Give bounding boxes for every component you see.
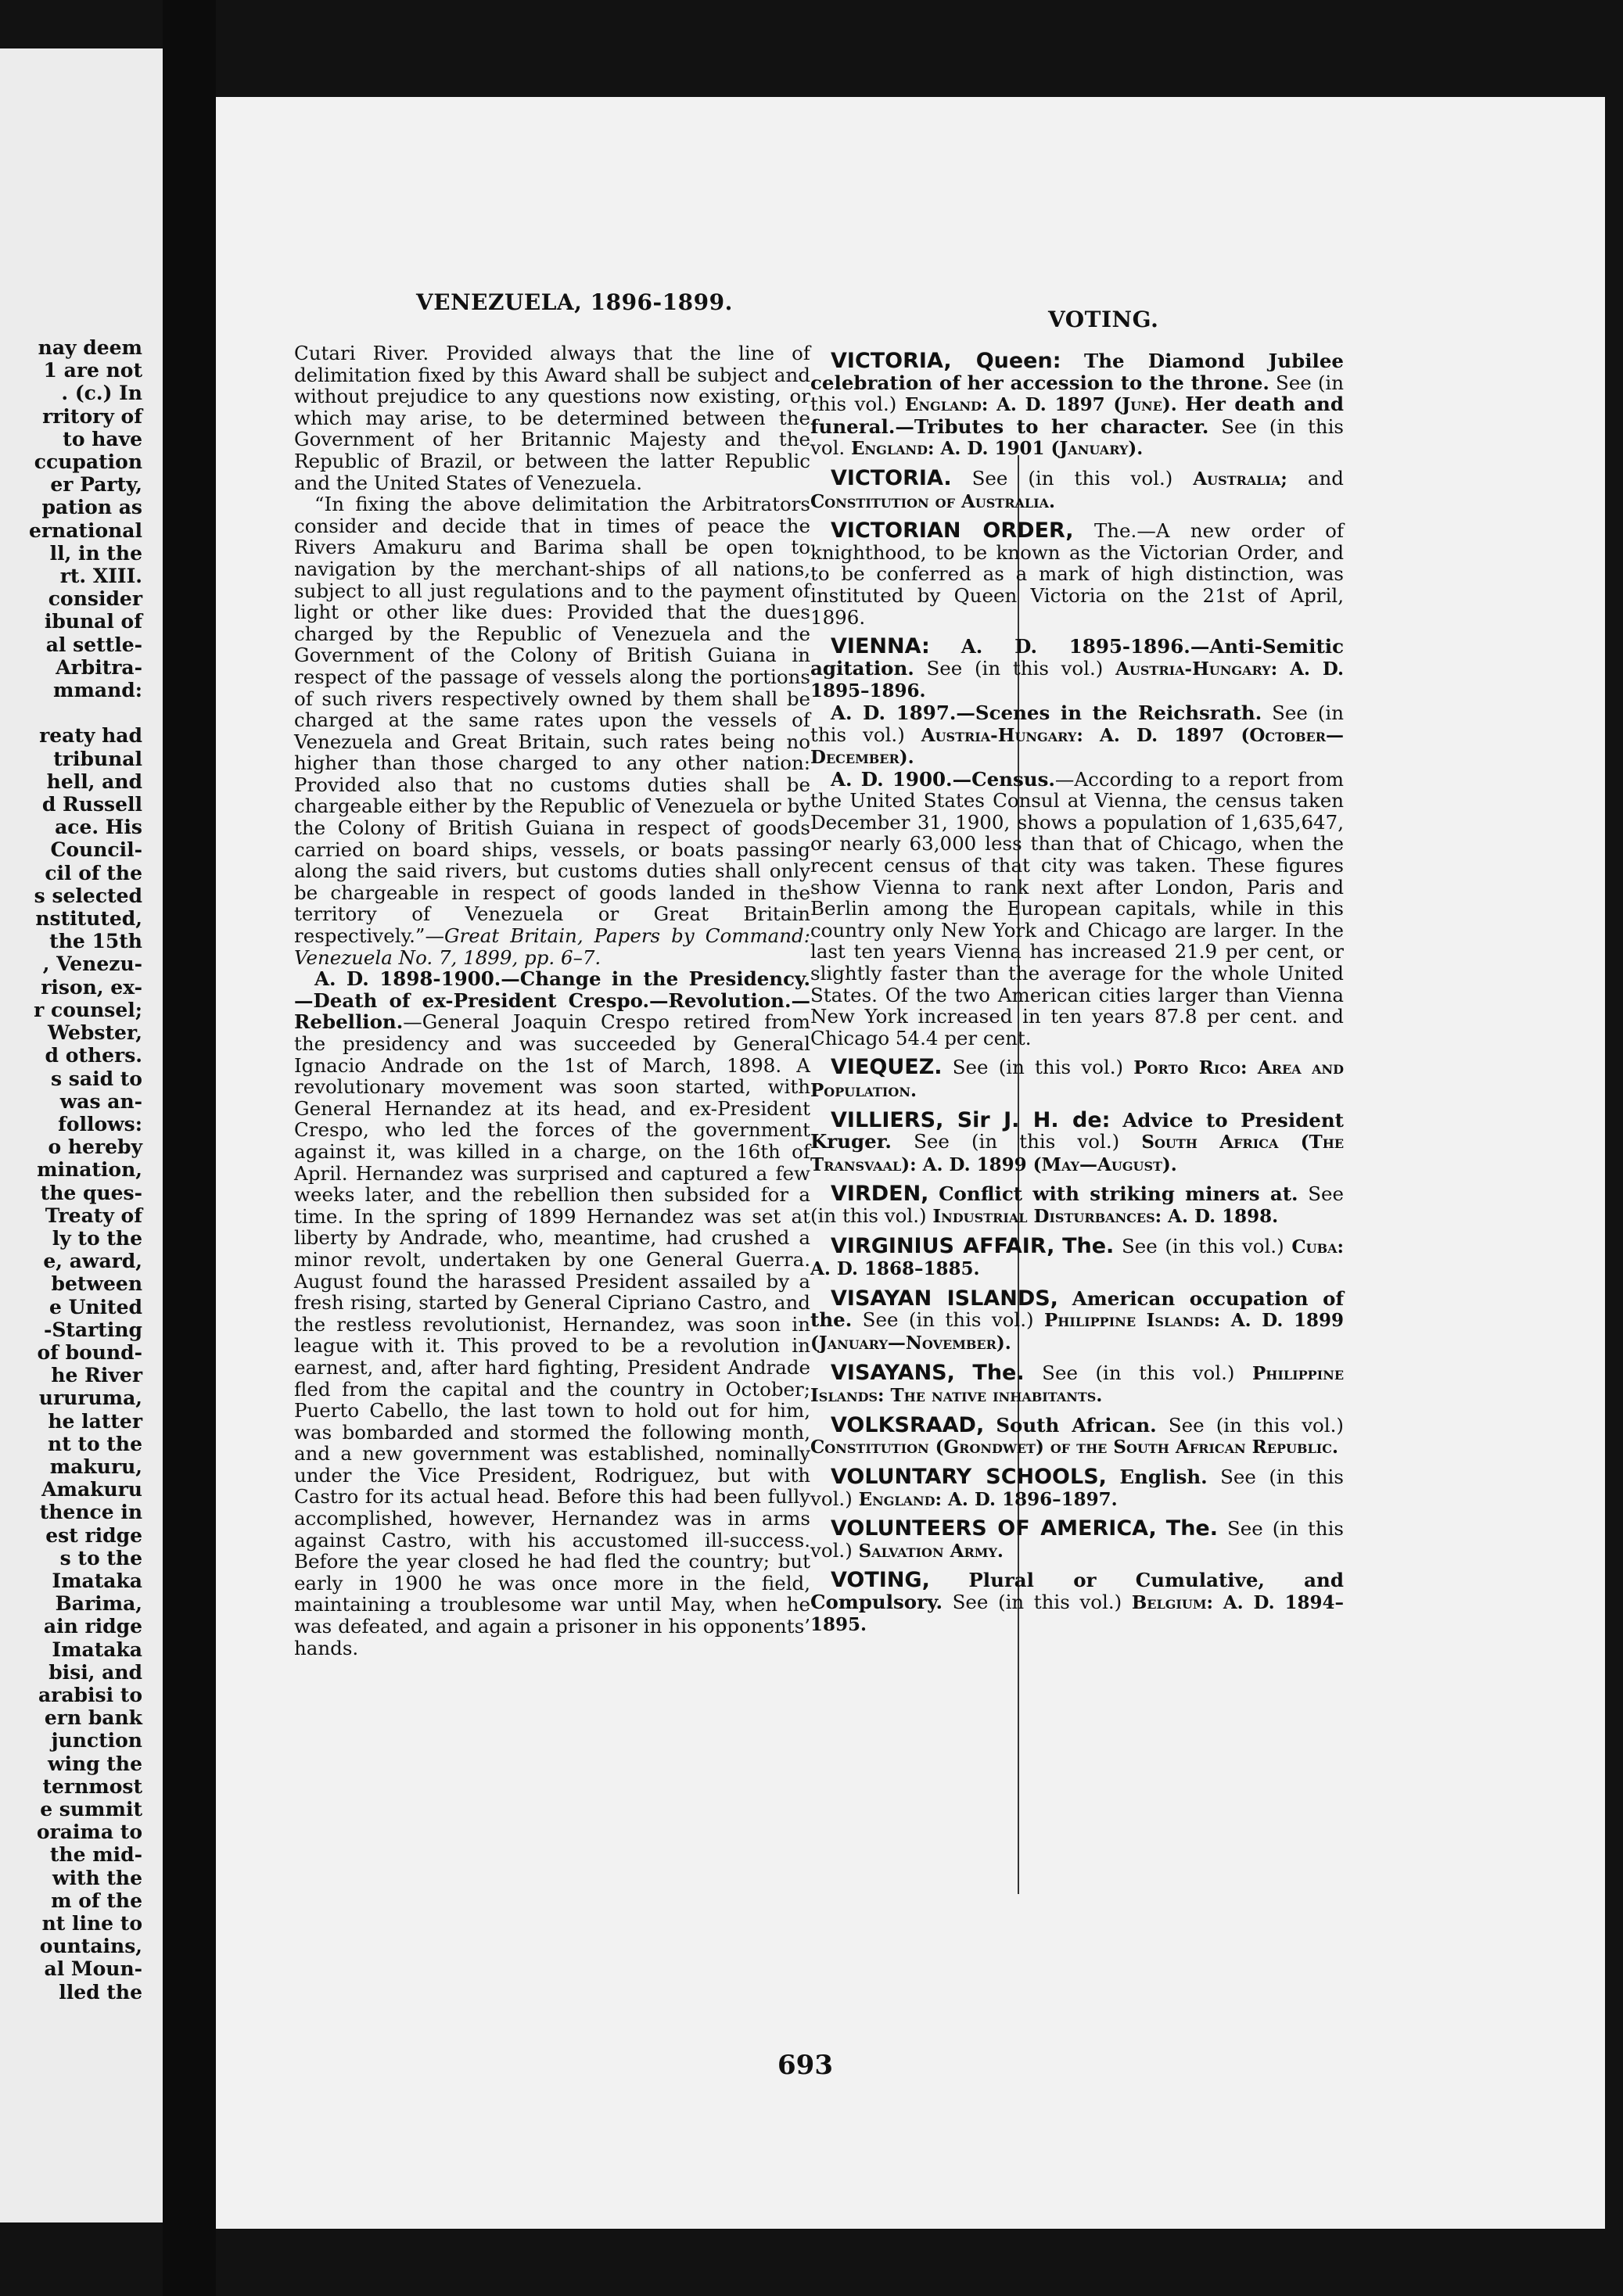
- subentry-heading: The Diamond Jubilee celebration of her accession to the throne.: [810, 350, 1344, 394]
- facing-page-line: Treaty of: [45, 1204, 142, 1227]
- entry-virden: [810, 1183, 1344, 1227]
- see-text: See (in this vol.): [810, 1465, 1344, 1510]
- entry-heading-suffix: The.: [972, 1360, 1025, 1385]
- facing-page-line: ternmost: [42, 1774, 142, 1798]
- subentry-heading: Conflict with striking miners at.: [939, 1182, 1298, 1206]
- facing-page-line: he latter: [48, 1409, 142, 1433]
- entry-vienna-1897: [810, 702, 1344, 769]
- subentry-heading: Advice to President Kruger.: [810, 1108, 1345, 1153]
- see-text: See (in this vol.): [862, 1308, 1034, 1332]
- subentry-heading: Plural or Cumulative, and Compulsory.: [810, 1569, 1344, 1613]
- facing-page-line: of bound-: [37, 1340, 142, 1364]
- facing-page-line: consider: [48, 587, 142, 611]
- facing-page-line: m of the: [51, 1889, 142, 1912]
- cross-reference: Austria-Hungary: A. D. 1895–1896.: [810, 658, 1344, 702]
- cross-reference: Austria-Hungary: A. D. 1897 (October—December).: [810, 724, 1344, 769]
- facing-page-line: r counsel;: [34, 998, 142, 1021]
- facing-page-line: Imataka: [52, 1569, 142, 1592]
- running-head-left: VENEZUELA, 1896-1899.: [416, 289, 733, 315]
- entry-voting: [810, 1570, 1344, 1636]
- cross-reference: Salvation Army.: [858, 1540, 1004, 1562]
- page-number: 693: [777, 2050, 833, 2081]
- facing-page-fragment: [0, 48, 163, 2222]
- entry-viequez: [810, 1057, 1344, 1101]
- see-text: See (in this vol.): [971, 466, 1173, 490]
- paragraph-award-proviso: Cutari River. Provided always that the line of delimitation fixed by this Award shall be subject and without prejudice to any questions now existing, or which may arise, to be determined between the Government of her Britannic Majesty and the Republic of Brazil, or between the latter Republic and the United States of Venezuela.: [294, 342, 810, 494]
- cross-reference: Cuba: A. D. 1868–1885.: [810, 1236, 1344, 1280]
- facing-page-line: he River: [51, 1364, 142, 1387]
- subentry-heading: A. D. 1897.—Scenes in the Reichsrath.: [831, 701, 1262, 724]
- entry-victorian-order: [810, 520, 1344, 628]
- facing-page-line: al settle-: [45, 633, 142, 656]
- facing-page-line: nt line to: [41, 1912, 142, 1935]
- entry-heading: VIRGINIUS AFFAIR,: [831, 1233, 1055, 1258]
- facing-page-line: mmand:: [53, 679, 142, 702]
- see-text: and: [1307, 466, 1344, 490]
- running-head-right: VOTING.: [1048, 307, 1159, 332]
- see-text: See (in this vol.): [1121, 1234, 1284, 1257]
- facing-page-line: bisi, and: [48, 1660, 142, 1684]
- facing-page-line: -Starting: [43, 1318, 142, 1341]
- cross-reference: England: A. D. 1901 (January).: [851, 438, 1144, 460]
- left-column: [294, 343, 810, 1659]
- right-column: [810, 350, 1344, 1636]
- entry-volunteers-of-america: [810, 1518, 1344, 1562]
- subentry-heading: A. D. 1898-1900.—Change in the Presidency.—Death of ex-President Crespo.—Revolution.—Rebellion.: [294, 967, 810, 1034]
- facing-page-line: nstituted,: [35, 907, 142, 931]
- facing-page-line: ll, in the: [49, 541, 142, 565]
- subentry-heading: Her death and funeral.—Tributes to her character.: [810, 393, 1344, 438]
- cross-reference: Porto Rico: Area and Population.: [810, 1057, 1344, 1101]
- entry-villiers: [810, 1107, 1345, 1176]
- entry-heading: VICTORIA.: [831, 465, 952, 490]
- facing-page-line: the mid-: [49, 1843, 142, 1867]
- facing-page-line: al Moun-: [44, 1957, 142, 1981]
- see-text: See (in this vol.): [926, 656, 1104, 680]
- facing-page-line: er Party,: [50, 473, 142, 497]
- cross-reference: Philippine Islands: The native inhabitants.: [810, 1362, 1345, 1407]
- entry-text: The.—A new order of knighthood, to be known as the Victorian Order, and to be conferred as a mark of high distinction, was instituted by Queen Victoria on the 21st of April, 1896.: [810, 519, 1345, 629]
- see-text: See (in this vol.): [810, 1517, 1344, 1562]
- facing-page-text: [0, 336, 142, 2004]
- subentry-heading: American occupation of the.: [810, 1286, 1344, 1332]
- entry-heading: VISAYAN ISLANDS,: [831, 1286, 1058, 1311]
- cross-reference: England: A. D. 1896–1897.: [858, 1488, 1118, 1510]
- entry-heading: VILLIERS, Sir J. H. de:: [831, 1107, 1111, 1132]
- entry-heading-suffix: The.: [1062, 1233, 1115, 1258]
- entry-volksraad: [810, 1412, 1344, 1458]
- facing-page-line: nay deem: [38, 336, 142, 359]
- paragraph-text: “In fixing the above delimitation the Arbitrators consider and decide that in times of peace the Rivers Amakuru and Barima shall be open to navigation by the merchant-ships of all nations, subject to all just regulations and to the payment of light or other like dues: Provided that the dues charged by the Republic of Venezuela and the Government of the Colony of British Guiana in respect of the passage of vessels along the portions of such rivers respectively owned by them shall be charged at the same rates upon the vessels of Venezuela and Great Britain, such rates being no higher than those charged to any other nation: Provided also that no customs duties shall be chargeable either by the Republic of Venezuela or by the Colony of British Guiana in respect of goods carried on board ships, vessels, or boats passing along the said rivers, but customs duties shall only be chargeable in respect of goods landed in the territory of Venezuela or Great Britain respectively.”—: [294, 493, 810, 948]
- cross-reference: Industrial Disturbances: A. D. 1898.: [932, 1205, 1279, 1227]
- facing-page-line: the 15th: [49, 930, 142, 953]
- see-text: See (in this vol.: [810, 414, 1344, 460]
- see-text: See (in this vol.): [810, 1182, 1344, 1227]
- entry-heading: VISAYANS,: [831, 1360, 955, 1385]
- facing-page-line: was an-: [59, 1089, 142, 1113]
- facing-page-line: , Venezu-: [42, 952, 142, 976]
- facing-page-line: ace. His: [55, 816, 142, 839]
- facing-page-line: reaty had: [39, 724, 142, 748]
- facing-page-line: between: [51, 1272, 142, 1296]
- facing-page-line: rritory of: [42, 404, 142, 428]
- entry-heading: VIEQUEZ.: [831, 1055, 943, 1080]
- facing-page-line: tribunal: [53, 747, 142, 770]
- facing-page-line: the ques-: [40, 1181, 142, 1204]
- entry-vienna: [810, 636, 1344, 702]
- entry-heading: VOTING,: [831, 1568, 930, 1593]
- facing-page-line: hell, and: [46, 770, 142, 793]
- facing-page-line: e summit: [40, 1798, 142, 1821]
- see-text: See (in this vol.): [810, 371, 1344, 416]
- entry-heading: VICTORIAN ORDER,: [831, 518, 1074, 544]
- entry-heading: VIRDEN,: [831, 1182, 929, 1207]
- cross-reference: Australia;: [1193, 468, 1287, 490]
- entry-heading: VOLUNTEERS OF AMERICA,: [831, 1516, 1157, 1541]
- see-text: See (in this vol.): [810, 701, 1344, 746]
- facing-page-line: cil of the: [45, 861, 142, 884]
- see-text: See (in this vol.): [1168, 1413, 1344, 1437]
- facing-page-line: with the: [52, 1866, 142, 1889]
- paragraph-navigation-clause: [294, 493, 810, 968]
- see-text: See (in this vol.): [952, 1590, 1122, 1613]
- subentry-heading: A. D. 1895-1896.—Anti-Semitic agitation.: [810, 635, 1344, 680]
- facing-page-line: junction: [51, 1729, 142, 1752]
- cross-reference: Belgium: A. D. 1894–1895.: [810, 1591, 1344, 1636]
- facing-page-line: Council-: [50, 838, 142, 862]
- facing-page-line: ern bank: [44, 1706, 142, 1730]
- facing-page-line: ccupation: [34, 450, 142, 474]
- facing-page-line: Webster,: [47, 1021, 142, 1045]
- facing-page-line: ururuma,: [38, 1387, 142, 1410]
- see-text: See (in this vol.): [952, 1056, 1124, 1079]
- citation: Great Britain, Papers by Command: Venezuela No. 7, 1899, pp. 6–7.: [294, 924, 810, 969]
- facing-page-line: s selected: [34, 884, 142, 907]
- facing-page-line: rison, ex-: [41, 975, 142, 999]
- entry-heading: VIENNA:: [831, 634, 930, 659]
- cross-reference: Philippine Islands: A. D. 1899 (January—November).: [810, 1310, 1344, 1354]
- facing-page-line: makuru,: [49, 1455, 142, 1478]
- facing-page-line: thence in: [39, 1501, 142, 1524]
- entry-voluntary-schools: [810, 1466, 1344, 1510]
- paragraph-text: —General Joaquin Crespo retired from the presidency and was succeeded by General Ignacio Andrade on the 1st of March, 1898. A revolutionary movement was soon started, with General Hernandez at its head, and ex-President Crespo, who led the forces of the government against it, was killed in a charge, on the 16th of April. Hernandez was surprised and captured a few weeks later, and the rebellion then subsided for a time. In the spring of 1899 Hernandez was set at liberty by Andrade, who, meantime, had crushed a minor revolt, undertaken by one General Guerra. August found the harassed President assailed by a fresh rising, started by General Cipriano Castro, and the restless revolutionist, Hernandez, was soon in league with it. This proved to be a revolution in earnest, and, after hard fighting, President Andrade fled from the capital and the country in October; Puerto Cabello, the last town to hold out for him, was bombarded and stormed the following month, and a new government was established, nominally under the Vice President, Rodriguez, but with Castro for its actual head. Before this had been fully accomplished, however, Hernandez was in arms against Castro, with his accustomed ill-success. Before the year closed he had fled the country; but early in 1900 he was once more in the field, maintaining a troublesome war until May, when he was defeated, and again a prisoner in his opponents’ hands.: [294, 1010, 810, 1659]
- entry-visayan-islands: [810, 1288, 1344, 1354]
- entry-vienna-1900: [810, 769, 1344, 1049]
- facing-page-line: follows:: [58, 1112, 142, 1135]
- subentry-heading: English.: [1119, 1465, 1208, 1488]
- facing-page-line: ibunal of: [44, 610, 142, 633]
- entry-virginius-affair: [810, 1233, 1344, 1280]
- facing-page-line: oraima to: [36, 1821, 142, 1844]
- facing-page-line: e United: [48, 1295, 142, 1318]
- facing-page-line: o hereby: [48, 1135, 142, 1159]
- facing-page-line: rt. XIII.: [59, 565, 142, 588]
- facing-page-line: wing the: [47, 1752, 142, 1775]
- entry-visayans: [810, 1362, 1344, 1407]
- facing-page-line: Barima,: [55, 1592, 142, 1616]
- entry-victoria-queen: [810, 350, 1344, 460]
- entry-victoria: [810, 465, 1344, 512]
- facing-page-line: Imataka: [52, 1638, 142, 1661]
- cross-reference: Constitution of Australia.: [810, 490, 1056, 512]
- entry-text: —According to a report from the United States Consul at Vienna, the census taken December 31, 1900, shows a population of 1,635,647, or nearly 63,000 less than that of Chicago, when the recent census of that city was taken. These figures show Vienna to rank next after London, Paris and Berlin among the European capitals, while in this country only New York and Chicago are larger. In the last ten years Vienna has increased 21.9 per cent, or slightly faster than the average for the whole United States. Of the two American cities larger than Vienna New York increased in ten years 87.8 per cent. and Chicago 54.4 per cent.: [810, 767, 1345, 1049]
- facing-page-line: 1 are not: [43, 359, 142, 382]
- entry-heading-suffix: The.: [1165, 1516, 1219, 1541]
- facing-page-line: Arbitra-: [56, 655, 142, 679]
- facing-page-line: s said to: [51, 1067, 142, 1090]
- cross-reference: South Africa (The Transvaal): A. D. 1899 (May—August).: [810, 1132, 1345, 1175]
- facing-page-line: ly to the: [52, 1226, 142, 1250]
- subentry-heading: A. D. 1900.—Census.: [831, 767, 1055, 791]
- facing-page-line: ain ridge: [43, 1615, 142, 1638]
- facing-page-line: pation as: [41, 496, 142, 519]
- entry-heading: VOLKSRAAD,: [831, 1412, 985, 1437]
- facing-page-line: to have: [63, 427, 142, 450]
- facing-page-line: lled the: [59, 1980, 142, 2004]
- see-text: See (in this vol.): [914, 1130, 1120, 1153]
- facing-page-line: e, award,: [43, 1250, 142, 1273]
- book-gutter: [163, 0, 216, 2296]
- entry-heading: VICTORIA, Queen:: [831, 349, 1061, 373]
- facing-page-line: arabisi to: [38, 1683, 142, 1706]
- facing-page-line: d Russell: [41, 793, 142, 816]
- subentry-heading: South African.: [996, 1413, 1157, 1437]
- see-text: See (in this vol.): [1042, 1361, 1235, 1384]
- facing-page-line: ountains,: [39, 1935, 142, 1958]
- facing-page-line: s to the: [59, 1546, 142, 1570]
- cross-reference: Constitution (Grondwet) of the South African Republic.: [810, 1437, 1338, 1458]
- facing-page-line: . (c.) In: [61, 382, 142, 405]
- cross-reference: England: A. D. 1897 (June).: [904, 394, 1177, 416]
- facing-page-line: [0, 701, 142, 724]
- facing-page-line: d others.: [45, 1044, 142, 1067]
- facing-page-line: nt to the: [48, 1432, 142, 1455]
- entry-heading: VOLUNTARY SCHOOLS,: [831, 1464, 1107, 1489]
- facing-page-line: est ridge: [45, 1523, 142, 1547]
- facing-page-line: Amakuru: [41, 1478, 142, 1501]
- book-page: [216, 97, 1605, 2229]
- paragraph-presidency: [294, 968, 810, 1659]
- facing-page-line: mination,: [37, 1158, 142, 1182]
- facing-page-line: ernational: [28, 518, 142, 542]
